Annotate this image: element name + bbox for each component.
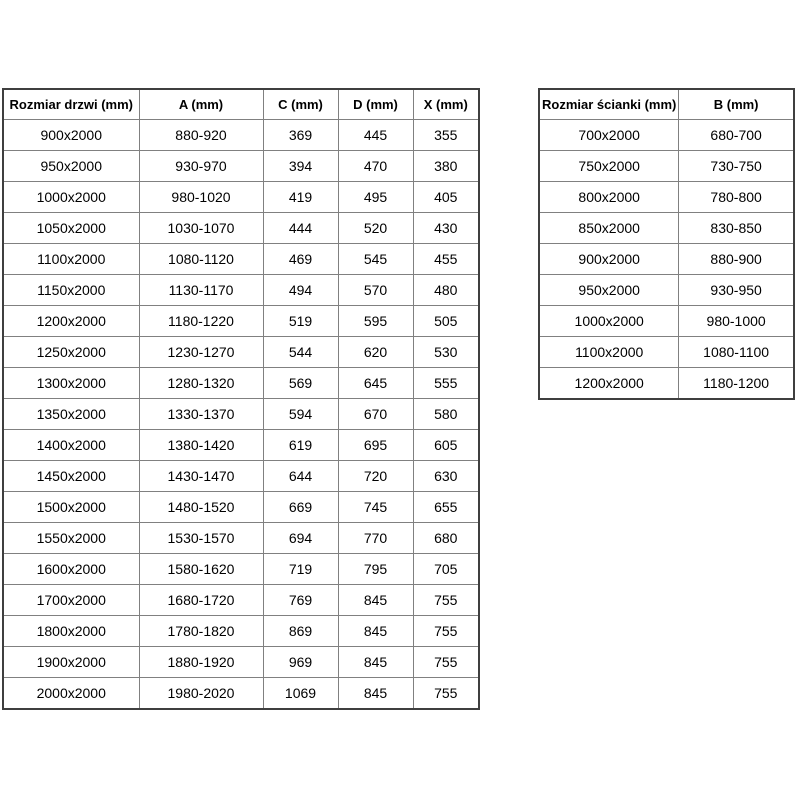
- table-cell: 419: [263, 182, 338, 213]
- table-row: [3, 430, 479, 461]
- table-row: [539, 306, 794, 337]
- table-cell: 495: [338, 182, 413, 213]
- table-cell: 1180-1220: [139, 306, 263, 337]
- table-cell: 1900x2000: [3, 647, 139, 678]
- table-cell: 730-750: [679, 151, 794, 182]
- table-cell: 1280-1320: [139, 368, 263, 399]
- column-header-a: A (mm): [139, 89, 263, 120]
- table-cell: 720: [338, 461, 413, 492]
- table-row: [539, 368, 794, 400]
- table-row: [3, 492, 479, 523]
- table-cell: 770: [338, 523, 413, 554]
- table-cell: 405: [413, 182, 479, 213]
- table-cell: 700x2000: [539, 120, 679, 151]
- header-row: [539, 89, 794, 120]
- table-row: [3, 244, 479, 275]
- table-row: [539, 151, 794, 182]
- table-cell: 1030-1070: [139, 213, 263, 244]
- table-cell: 980-1020: [139, 182, 263, 213]
- table-row: [539, 213, 794, 244]
- door-table-body: [3, 120, 479, 710]
- table-cell: 444: [263, 213, 338, 244]
- column-header-rozmiar-drzwi: Rozmiar drzwi (mm): [3, 89, 139, 120]
- table-cell: 494: [263, 275, 338, 306]
- table-cell: 569: [263, 368, 338, 399]
- table-cell: 519: [263, 306, 338, 337]
- table-cell: 705: [413, 554, 479, 585]
- table-row: [3, 306, 479, 337]
- table-cell: 845: [338, 585, 413, 616]
- table-cell: 1530-1570: [139, 523, 263, 554]
- table-cell: 755: [413, 647, 479, 678]
- wall-sizes-table: [538, 88, 795, 400]
- table-cell: 670: [338, 399, 413, 430]
- table-cell: 1480-1520: [139, 492, 263, 523]
- table-cell: 800x2000: [539, 182, 679, 213]
- table-cell: 1980-2020: [139, 678, 263, 710]
- table-cell: 1230-1270: [139, 337, 263, 368]
- table-cell: 969: [263, 647, 338, 678]
- table-cell: 1680-1720: [139, 585, 263, 616]
- table-cell: 619: [263, 430, 338, 461]
- table-cell: 1150x2000: [3, 275, 139, 306]
- wall-table-body: [539, 120, 794, 400]
- table-cell: 1350x2000: [3, 399, 139, 430]
- table-cell: 644: [263, 461, 338, 492]
- table-cell: 1100x2000: [539, 337, 679, 368]
- table-cell: 380: [413, 151, 479, 182]
- table-cell: 900x2000: [3, 120, 139, 151]
- column-header-rozmiar-scianki: Rozmiar ścianki (mm): [539, 89, 679, 120]
- wall-table-header: [539, 89, 794, 120]
- table-cell: 1050x2000: [3, 213, 139, 244]
- table-cell: 830-850: [679, 213, 794, 244]
- table-cell: 1800x2000: [3, 616, 139, 647]
- table-row: [3, 368, 479, 399]
- table-cell: 694: [263, 523, 338, 554]
- table-cell: 505: [413, 306, 479, 337]
- table-cell: 1200x2000: [539, 368, 679, 400]
- table-row: [3, 275, 479, 306]
- table-cell: 1780-1820: [139, 616, 263, 647]
- table-cell: 980-1000: [679, 306, 794, 337]
- table-cell: 755: [413, 678, 479, 710]
- table-cell: 669: [263, 492, 338, 523]
- table-cell: 605: [413, 430, 479, 461]
- table-cell: 780-800: [679, 182, 794, 213]
- table-row: [3, 554, 479, 585]
- table-row: [3, 120, 479, 151]
- table-cell: 880-900: [679, 244, 794, 275]
- table-cell: 645: [338, 368, 413, 399]
- table-cell: 544: [263, 337, 338, 368]
- table-cell: 719: [263, 554, 338, 585]
- table-row: [539, 275, 794, 306]
- table-cell: 555: [413, 368, 479, 399]
- table-cell: 1200x2000: [3, 306, 139, 337]
- table-cell: 1300x2000: [3, 368, 139, 399]
- column-header-c: C (mm): [263, 89, 338, 120]
- column-header-b: B (mm): [679, 89, 794, 120]
- table-cell: 680: [413, 523, 479, 554]
- table-row: [3, 523, 479, 554]
- table-cell: 480: [413, 275, 479, 306]
- table-cell: 1600x2000: [3, 554, 139, 585]
- table-row: [3, 213, 479, 244]
- table-cell: 469: [263, 244, 338, 275]
- table-cell: 545: [338, 244, 413, 275]
- table-cell: 680-700: [679, 120, 794, 151]
- table-cell: 394: [263, 151, 338, 182]
- table-cell: 1700x2000: [3, 585, 139, 616]
- table-row: [3, 585, 479, 616]
- table-cell: 845: [338, 616, 413, 647]
- table-cell: 355: [413, 120, 479, 151]
- table-cell: 1000x2000: [3, 182, 139, 213]
- table-cell: 930-950: [679, 275, 794, 306]
- table-cell: 950x2000: [539, 275, 679, 306]
- table-cell: 455: [413, 244, 479, 275]
- table-cell: 745: [338, 492, 413, 523]
- table-cell: 900x2000: [539, 244, 679, 275]
- header-row: [3, 89, 479, 120]
- table-cell: 869: [263, 616, 338, 647]
- door-sizes-table: [2, 88, 480, 710]
- table-cell: 1330-1370: [139, 399, 263, 430]
- table-row: [539, 244, 794, 275]
- table-cell: 755: [413, 585, 479, 616]
- table-cell: 530: [413, 337, 479, 368]
- table-cell: 595: [338, 306, 413, 337]
- table-cell: 594: [263, 399, 338, 430]
- column-header-d: D (mm): [338, 89, 413, 120]
- table-row: [3, 182, 479, 213]
- table-row: [3, 461, 479, 492]
- table-row: [3, 337, 479, 368]
- table-cell: 695: [338, 430, 413, 461]
- table-cell: 520: [338, 213, 413, 244]
- table-cell: 795: [338, 554, 413, 585]
- table-cell: 445: [338, 120, 413, 151]
- table-cell: 1000x2000: [539, 306, 679, 337]
- table-cell: 655: [413, 492, 479, 523]
- table-cell: 1380-1420: [139, 430, 263, 461]
- table-cell: 570: [338, 275, 413, 306]
- table-cell: 1250x2000: [3, 337, 139, 368]
- table-cell: 630: [413, 461, 479, 492]
- table-cell: 1069: [263, 678, 338, 710]
- table-cell: 750x2000: [539, 151, 679, 182]
- table-cell: 1080-1120: [139, 244, 263, 275]
- table-cell: 880-920: [139, 120, 263, 151]
- table-cell: 580: [413, 399, 479, 430]
- table-cell: 369: [263, 120, 338, 151]
- column-header-x: X (mm): [413, 89, 479, 120]
- table-cell: 1130-1170: [139, 275, 263, 306]
- table-cell: 1500x2000: [3, 492, 139, 523]
- table-row: [539, 337, 794, 368]
- table-cell: 1430-1470: [139, 461, 263, 492]
- table-cell: 1100x2000: [3, 244, 139, 275]
- table-cell: 1450x2000: [3, 461, 139, 492]
- table-row: [539, 120, 794, 151]
- table-cell: 1180-1200: [679, 368, 794, 400]
- table-row: [3, 678, 479, 710]
- table-cell: 2000x2000: [3, 678, 139, 710]
- table-cell: 1580-1620: [139, 554, 263, 585]
- table-cell: 470: [338, 151, 413, 182]
- table-row: [3, 616, 479, 647]
- table-row: [3, 399, 479, 430]
- table-cell: 930-970: [139, 151, 263, 182]
- table-cell: 845: [338, 678, 413, 710]
- table-row: [3, 151, 479, 182]
- table-row: [3, 647, 479, 678]
- table-row: [539, 182, 794, 213]
- table-cell: 755: [413, 616, 479, 647]
- table-cell: 1550x2000: [3, 523, 139, 554]
- table-cell: 430: [413, 213, 479, 244]
- table-cell: 620: [338, 337, 413, 368]
- table-cell: 1400x2000: [3, 430, 139, 461]
- table-cell: 769: [263, 585, 338, 616]
- door-table-header: [3, 89, 479, 120]
- table-cell: 850x2000: [539, 213, 679, 244]
- table-cell: 1080-1100: [679, 337, 794, 368]
- table-cell: 1880-1920: [139, 647, 263, 678]
- table-cell: 845: [338, 647, 413, 678]
- table-cell: 950x2000: [3, 151, 139, 182]
